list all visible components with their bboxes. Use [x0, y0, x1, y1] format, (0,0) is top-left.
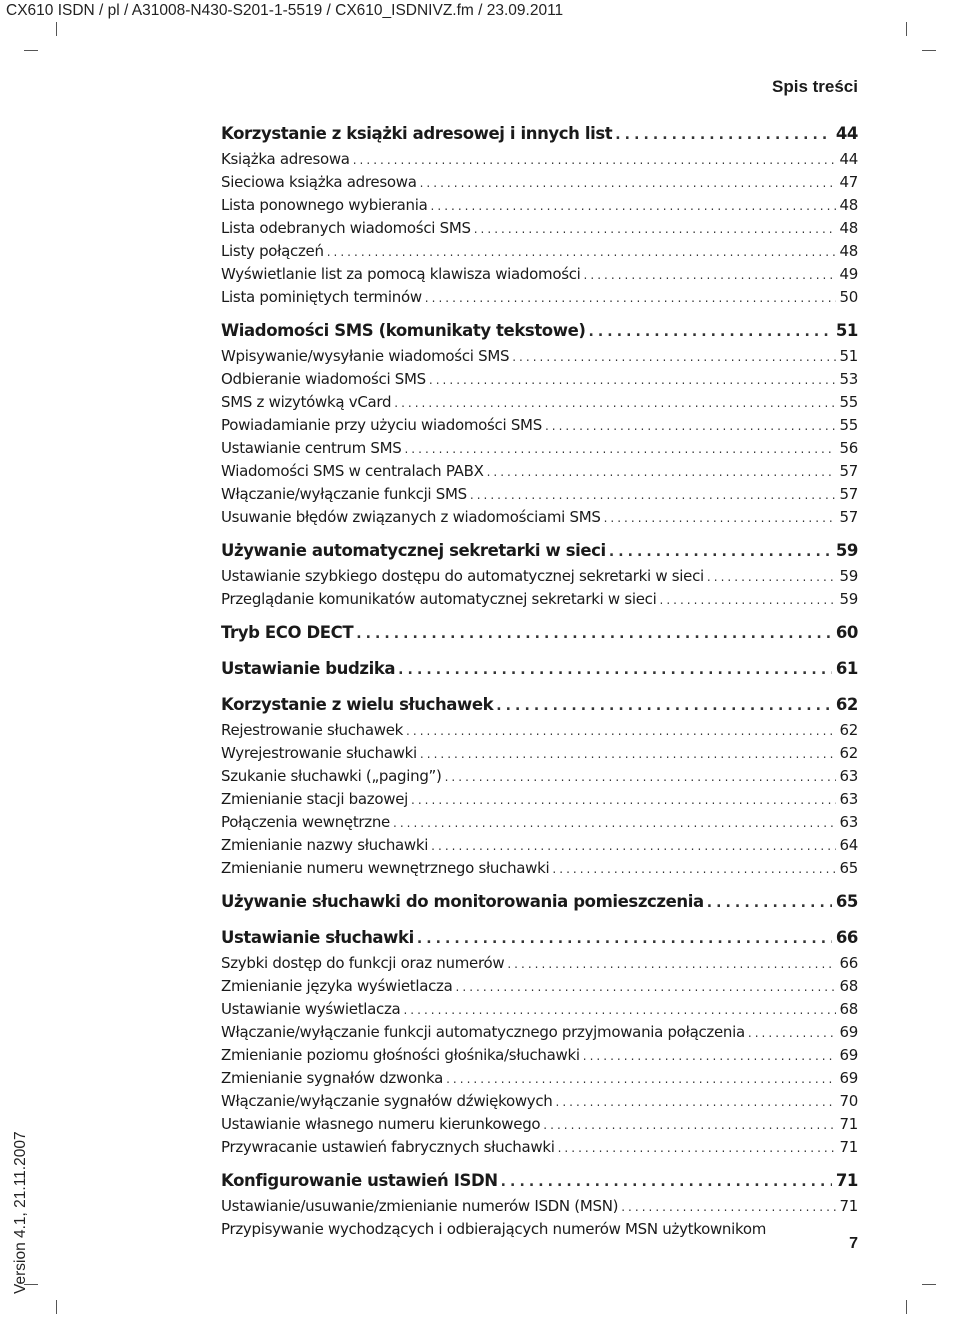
dot-leader	[406, 724, 835, 738]
toc-entry-page: 55	[839, 416, 858, 434]
toc-entry-title: Włączanie/wyłączanie sygnałów dźwiękowych	[221, 1092, 553, 1110]
toc-entry-page: 71	[835, 1171, 858, 1190]
toc-entry[interactable]	[221, 767, 858, 790]
toc-entry-title: Lista ponownego wybierania	[221, 196, 428, 214]
toc-entry-title: Wiadomości SMS w centralach PABX	[221, 462, 484, 480]
toc-entry-title: Sieciowa książka adresowa	[221, 173, 417, 191]
toc-entry[interactable]	[221, 590, 858, 613]
toc-entry-title: Włączanie/wyłączanie funkcji automatycznego przyjmowania połączenia	[221, 1023, 745, 1041]
toc-entry-page: 48	[839, 242, 858, 260]
toc-entry-title: Przypisywanie wychodzących i odbierających numerów MSN użytkownikom	[221, 1220, 767, 1238]
toc-entry[interactable]	[221, 219, 858, 242]
dot-leader	[404, 442, 835, 456]
toc-entry[interactable]	[221, 1115, 858, 1138]
dot-leader	[556, 1095, 836, 1109]
toc-entry-title: Szukanie słuchawki („paging”)	[221, 767, 442, 785]
toc-entry[interactable]	[221, 439, 858, 462]
toc-entry-title: Rejestrowanie słuchawek	[221, 721, 404, 739]
toc-entry[interactable]	[221, 393, 858, 416]
toc-entry-title: Wyświetlanie list za pomocą klawisza wiadomości	[221, 265, 581, 283]
dot-leader	[425, 291, 836, 305]
toc-entry[interactable]	[221, 288, 858, 311]
toc-entry-page: 59	[839, 590, 858, 608]
dot-leader	[589, 324, 832, 340]
toc-heading[interactable]	[221, 892, 858, 918]
toc-entry-page: 65	[839, 859, 858, 877]
toc-entry-title: Ustawianie/usuwanie/zmienianie numerów ISDN (MSN)	[221, 1197, 619, 1215]
toc-heading[interactable]	[221, 1171, 858, 1197]
dot-leader	[431, 199, 836, 213]
toc-entry-page: 57	[839, 462, 858, 480]
toc-entry[interactable]	[221, 196, 858, 219]
toc-entry-page: 70	[839, 1092, 858, 1110]
toc-entry[interactable]	[221, 790, 858, 813]
toc-entry-page: 59	[835, 541, 858, 560]
toc-entry[interactable]	[221, 721, 858, 744]
dot-leader	[512, 350, 835, 364]
crop-mark	[56, 1300, 57, 1314]
toc-entry[interactable]	[221, 347, 858, 370]
toc-entry-page: 44	[839, 150, 858, 168]
toc-entry-title: Przywracanie ustawień fabrycznych słuchawki	[221, 1138, 555, 1156]
toc-entry-title: Usuwanie błędów związanych z wiadomościami SMS	[221, 508, 601, 526]
toc-entry[interactable]	[221, 416, 858, 439]
toc-entry[interactable]	[221, 242, 858, 265]
dot-leader	[403, 1003, 835, 1017]
toc-entry-page: 71	[839, 1115, 858, 1133]
toc-entry[interactable]	[221, 1046, 858, 1069]
toc-entry-page: 61	[835, 659, 858, 678]
toc-entry-page: 47	[839, 173, 858, 191]
toc-entry-page: 68	[839, 977, 858, 995]
dot-leader	[583, 1049, 836, 1063]
toc-entry-title: Ustawianie wyświetlacza	[221, 1000, 401, 1018]
dot-leader	[496, 698, 832, 714]
toc-entry-page: 57	[839, 485, 858, 503]
toc-entry[interactable]	[221, 1092, 858, 1115]
toc-entry-title: Przeglądanie komunikatów automatycznej sekretarki w sieci	[221, 590, 657, 608]
toc-entry[interactable]	[221, 954, 858, 977]
toc-entry-page: 65	[835, 892, 858, 911]
toc-entry-page: 69	[839, 1069, 858, 1087]
dot-leader	[474, 222, 836, 236]
toc-entry-title: Szybki dostęp do funkcji oraz numerów	[221, 954, 505, 972]
toc-entry-page: 71	[839, 1138, 858, 1156]
toc-entry-page: 56	[839, 439, 858, 457]
dot-leader	[552, 862, 835, 876]
dot-leader	[609, 544, 832, 560]
dot-leader	[707, 570, 836, 584]
toc-entry-title: Listy połączeń	[221, 242, 324, 260]
toc-entry-page: 50	[839, 288, 858, 306]
toc-entry-page: 68	[839, 1000, 858, 1018]
toc-entry[interactable]	[221, 265, 858, 288]
toc-entry-page: 63	[839, 813, 858, 831]
toc-entry-page: 69	[839, 1046, 858, 1064]
toc-entry-page: 63	[839, 790, 858, 808]
toc-entry-page: 51	[835, 321, 858, 340]
toc-entry-title: Używanie automatycznej sekretarki w sieci	[221, 541, 606, 560]
toc-entry-title: SMS z wizytówką vCard	[221, 393, 392, 411]
section-title: Spis treści	[772, 77, 858, 96]
dot-leader	[445, 770, 836, 784]
toc-entry-page: 55	[839, 393, 858, 411]
toc-entry-page: 57	[839, 508, 858, 526]
dot-leader	[659, 593, 835, 607]
toc-entry-title: Lista odebranych wiadomości SMS	[221, 219, 471, 237]
toc-entry[interactable]	[221, 836, 858, 859]
toc-entry-page: 66	[835, 928, 858, 947]
toc-entry-title: Ustawianie własnego numeru kierunkowego	[221, 1115, 541, 1133]
toc-entry-title: Ustawianie budzika	[221, 659, 396, 678]
toc-entry-page: 59	[839, 567, 858, 585]
toc-entry-page: 60	[835, 623, 858, 642]
toc-entry-page: 53	[839, 370, 858, 388]
page-number: 7	[849, 1235, 858, 1252]
toc-entry[interactable]	[221, 1197, 858, 1220]
toc-entry-title: Zmienianie nazwy słuchawki	[221, 836, 429, 854]
toc-entry-title: Lista pominiętych terminów	[221, 288, 422, 306]
toc-entry[interactable]	[221, 1000, 858, 1023]
toc-entry-title: Używanie słuchawki do monitorowania pomieszczenia	[221, 892, 704, 911]
crop-mark	[906, 22, 907, 36]
dot-leader	[748, 1026, 836, 1040]
crop-mark	[906, 1300, 907, 1314]
crop-mark	[922, 1284, 936, 1285]
toc-entry[interactable]	[221, 859, 858, 882]
toc-entry[interactable]	[221, 1220, 858, 1243]
crop-mark	[922, 50, 936, 51]
dot-leader	[398, 662, 832, 678]
toc-entry-page: 71	[839, 1197, 858, 1215]
dot-leader	[545, 419, 836, 433]
dot-leader	[411, 793, 836, 807]
file-header: CX610 ISDN / pl / A31008-N430-S201-1-5519 / CX610_ISDNIVZ.fm / 23.09.2011	[6, 2, 564, 19]
toc-entry-page: 48	[839, 196, 858, 214]
dot-leader	[420, 747, 836, 761]
dot-leader	[621, 1200, 835, 1214]
toc-heading[interactable]	[221, 321, 858, 347]
toc-entry-title: Tryb ECO DECT	[221, 623, 354, 642]
dot-leader	[456, 980, 836, 994]
dot-leader	[487, 465, 836, 479]
crop-mark	[24, 50, 38, 51]
dot-leader	[431, 839, 835, 853]
version-label: Version 4.1, 21.11.2007	[12, 1131, 29, 1294]
dot-leader	[501, 1174, 832, 1190]
dot-leader	[558, 1141, 836, 1155]
toc-heading[interactable]	[221, 695, 858, 721]
toc-entry[interactable]	[221, 370, 858, 393]
dot-leader	[353, 153, 836, 167]
toc-entry-page: 62	[839, 744, 858, 762]
dot-leader	[393, 816, 836, 830]
dot-leader	[429, 373, 836, 387]
toc-entry-title: Włączanie/wyłączanie funkcji SMS	[221, 485, 467, 503]
dot-leader	[507, 957, 835, 971]
toc-entry-title: Korzystanie z książki adresowej i innych list	[221, 124, 613, 143]
toc-entry-title: Zmienianie poziomu głośności głośnika/słuchawki	[221, 1046, 580, 1064]
toc-entry-title: Zmienianie stacji bazowej	[221, 790, 408, 808]
toc-heading[interactable]	[221, 928, 858, 954]
toc-heading[interactable]	[221, 541, 858, 567]
toc-entry-title: Ustawianie centrum SMS	[221, 439, 402, 457]
toc-entry-title: Wiadomości SMS (komunikaty tekstowe)	[221, 321, 586, 340]
toc-entry-page: 63	[839, 767, 858, 785]
toc-entry-page: 48	[839, 219, 858, 237]
toc-entry-title: Korzystanie z wielu słuchawek	[221, 695, 494, 714]
dot-leader	[604, 511, 836, 525]
toc-entry-page: 51	[839, 347, 858, 365]
toc-entry-page: 44	[835, 124, 858, 143]
dot-leader	[394, 396, 835, 410]
dot-leader	[446, 1072, 835, 1086]
toc-heading[interactable]	[221, 623, 858, 649]
toc-entry-page: 64	[839, 836, 858, 854]
table-of-contents	[221, 124, 858, 1243]
dot-leader	[470, 488, 836, 502]
dot-leader	[584, 268, 836, 282]
toc-entry-title: Odbieranie wiadomości SMS	[221, 370, 426, 388]
toc-entry-title: Zmienianie numeru wewnętrznego słuchawki	[221, 859, 550, 877]
dot-leader	[543, 1118, 835, 1132]
toc-entry[interactable]	[221, 977, 858, 1000]
toc-heading[interactable]	[221, 124, 858, 150]
toc-entry[interactable]	[221, 508, 858, 531]
toc-entry[interactable]	[221, 462, 858, 485]
toc-entry-title: Wyrejestrowanie słuchawki	[221, 744, 417, 762]
toc-entry-title: Książka adresowa	[221, 150, 350, 168]
toc-entry[interactable]	[221, 744, 858, 767]
toc-entry[interactable]	[221, 567, 858, 590]
crop-mark	[56, 22, 57, 36]
toc-entry[interactable]	[221, 150, 858, 173]
dot-leader	[420, 176, 836, 190]
toc-entry-title: Wpisywanie/wysyłanie wiadomości SMS	[221, 347, 510, 365]
toc-entry-title: Zmienianie sygnałów dzwonka	[221, 1069, 444, 1087]
dot-leader	[356, 626, 832, 642]
toc-entry-title: Ustawianie słuchawki	[221, 928, 414, 947]
toc-entry-title: Zmienianie języka wyświetlacza	[221, 977, 453, 995]
toc-entry-page: 66	[839, 954, 858, 972]
toc-entry[interactable]	[221, 1138, 858, 1161]
toc-entry-title: Połączenia wewnętrzne	[221, 813, 390, 831]
toc-entry[interactable]	[221, 813, 858, 836]
toc-entry-page: 69	[839, 1023, 858, 1041]
toc-entry-title: Konfigurowanie ustawień ISDN	[221, 1171, 498, 1190]
toc-heading[interactable]	[221, 659, 858, 685]
toc-entry-title: Ustawianie szybkiego dostępu do automatycznej sekretarki w sieci	[221, 567, 704, 585]
toc-entry-page: 49	[839, 265, 858, 283]
dot-leader	[417, 931, 832, 947]
toc-entry[interactable]	[221, 1023, 858, 1046]
dot-leader	[615, 127, 832, 143]
toc-entry-page: 62	[839, 721, 858, 739]
toc-entry[interactable]	[221, 1069, 858, 1092]
dot-leader	[707, 895, 832, 911]
dot-leader	[327, 245, 836, 259]
toc-entry-page: 62	[835, 695, 858, 714]
toc-entry[interactable]	[221, 173, 858, 196]
toc-entry-title: Powiadamianie przy użyciu wiadomości SMS	[221, 416, 542, 434]
toc-entry[interactable]	[221, 485, 858, 508]
